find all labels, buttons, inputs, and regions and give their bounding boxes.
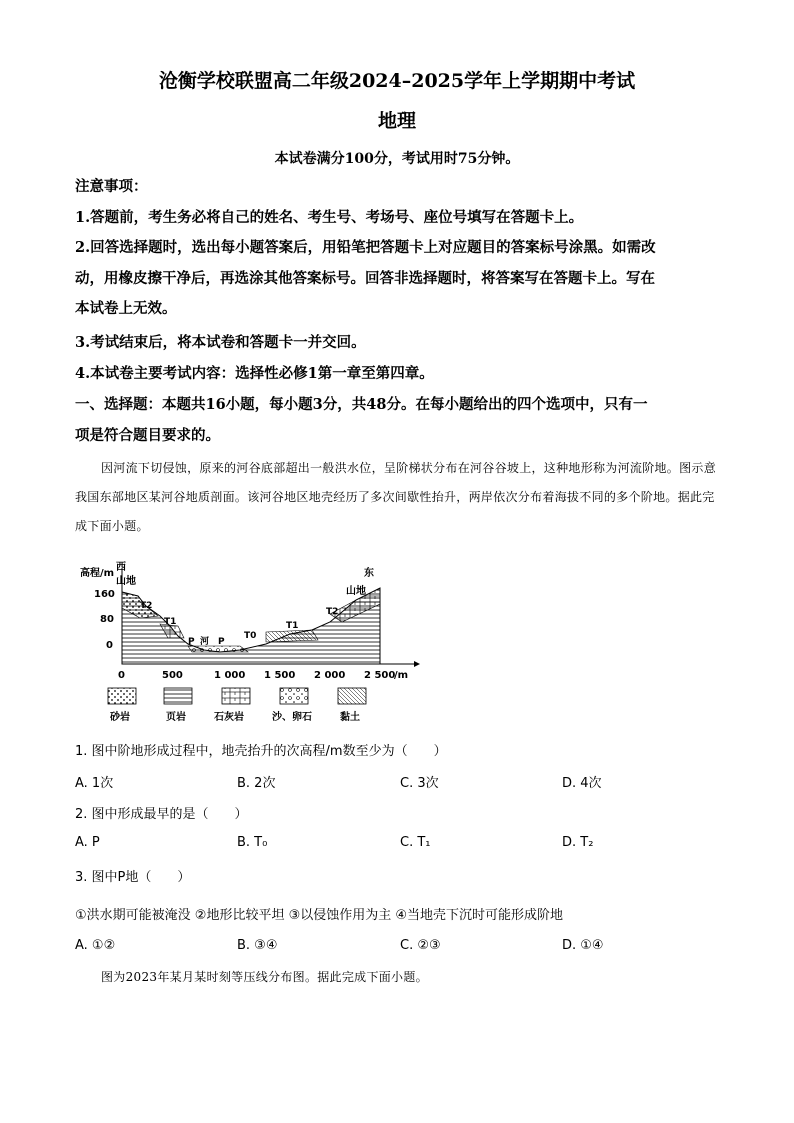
x-tick: 500 [162, 670, 183, 681]
q3-option-c[interactable]: C. ②③ [400, 938, 441, 953]
terrace-label: T1 [164, 617, 177, 627]
x-tick: 0 [118, 670, 125, 681]
y-tick: 160 [94, 589, 115, 600]
q2-option-d[interactable]: D. T₂ [562, 835, 594, 850]
q3-option-d[interactable]: D. ①④ [562, 938, 604, 953]
legend-swatch [222, 688, 250, 704]
x-tick: 1 000 [214, 670, 246, 681]
note-line: 1.答题前，考生务必将自己的姓名、考生号、考场号、座位号填写在答题卡上。 [75, 209, 584, 226]
section-heading: 一、选择题：本题共16小题，每小题3分，共48分。在每小题给出的四个选项中，只有一 [75, 396, 648, 413]
q2-option-a[interactable]: A. P [75, 835, 100, 850]
floodplain-label: P [188, 637, 195, 647]
y-axis-label: 高程/m [80, 568, 115, 579]
q3-option-a[interactable]: A. ①② [75, 938, 116, 953]
terrace-label: T2 [326, 607, 339, 617]
legend-label: 黏土 [340, 712, 360, 723]
east-label: 东 [364, 568, 374, 579]
note-line: 本试卷上无效。 [75, 300, 177, 317]
legend-swatch [164, 688, 192, 704]
notes-heading: 注意事项： [75, 178, 148, 195]
note-line: 动，用橡皮擦干净后，再选涂其他答案标号。回答非选择题时，将答案写在答题卡上。写在 [75, 270, 655, 287]
legend-label: 页岩 [166, 712, 186, 723]
y-tick: 80 [100, 614, 114, 625]
west-mountain-label: 山地 [116, 576, 136, 587]
note-line: 3.考试结束后，将本试卷和答题卡一并交回。 [75, 334, 366, 351]
question-1-stem: 1. 图中阶地形成过程中，地壳抬升的次高程/m数至少为（ ） [75, 744, 447, 759]
q2-option-b[interactable]: B. T₀ [237, 835, 268, 850]
river-terrace-profile-figure [80, 560, 420, 728]
legend-label: 砂岩 [110, 712, 130, 723]
legend-label: 石灰岩 [214, 712, 244, 723]
exam-subject: 地理 [377, 110, 416, 132]
terrace-label: T1 [286, 621, 299, 631]
exam-info: 本试卷满分100分，考试用时75分钟。 [274, 151, 520, 167]
q1-option-c[interactable]: C. 3次 [400, 776, 439, 791]
legend-swatch [338, 688, 366, 704]
y-tick: 0 [106, 640, 113, 651]
question-3-statements: ①洪水期可能被淹没 ②地形比较平坦 ③以侵蚀作用为主 ④当地壳下沉时可能形成阶地 [75, 908, 564, 923]
x-tick: 1 500 [264, 670, 296, 681]
question-2-stem: 2. 图中形成最早的是（ ） [75, 807, 248, 822]
passage-1: 因河流下切侵蚀，原来的河谷底部超出一般洪水位，呈阶梯状分布在河谷谷坡上，这种地形称为河流阶地。图示意我国东部地区某河谷地质剖面。该河谷地区地壳经历了多次间歇性抬升，两岸依次分布着海拔不同的多个阶地。据此完成下面小题。 [75, 461, 717, 533]
legend-label: 沙、卵石 [272, 712, 312, 723]
q1-option-a[interactable]: A. 1次 [75, 776, 114, 791]
west-label: 西 [116, 562, 126, 573]
x-tick: 2 000 [314, 670, 346, 681]
x-axis-unit: /m [394, 670, 409, 681]
passage-2: 图为2023年某月某时刻等压线分布图。据此完成下面小题。 [101, 970, 428, 984]
bedrock [122, 588, 380, 664]
x-tick: 2 500 [364, 670, 396, 681]
terrace-deposit [266, 630, 318, 642]
floodplain-label: P [218, 637, 225, 647]
terrace-label: T2 [140, 601, 153, 611]
river-label: 河 [200, 637, 210, 647]
note-line: 2.回答选择题时，选出每小题答案后，用铅笔把答题卡上对应题目的答案标号涂黑。如需改 [75, 239, 656, 256]
exam-title: 沧衡学校联盟高二年级2024–2025学年上学期期中考试 [158, 70, 636, 92]
question-3-stem: 3. 图中P地（ ） [75, 870, 191, 885]
note-line: 4.本试卷主要考试内容：选择性必修1第一章至第四章。 [75, 365, 434, 382]
q1-option-b[interactable]: B. 2次 [237, 776, 276, 791]
legend-swatch [280, 688, 308, 704]
profile-svg [80, 560, 420, 728]
legend-swatch [108, 688, 136, 704]
q2-option-c[interactable]: C. T₁ [400, 835, 431, 850]
east-mountain-label: 山地 [346, 586, 366, 597]
q1-option-d[interactable]: D. 4次 [562, 776, 602, 791]
q3-option-b[interactable]: B. ③④ [237, 938, 278, 953]
section-heading: 项是符合题目要求的。 [75, 427, 220, 444]
terrace-label: T0 [244, 631, 257, 641]
